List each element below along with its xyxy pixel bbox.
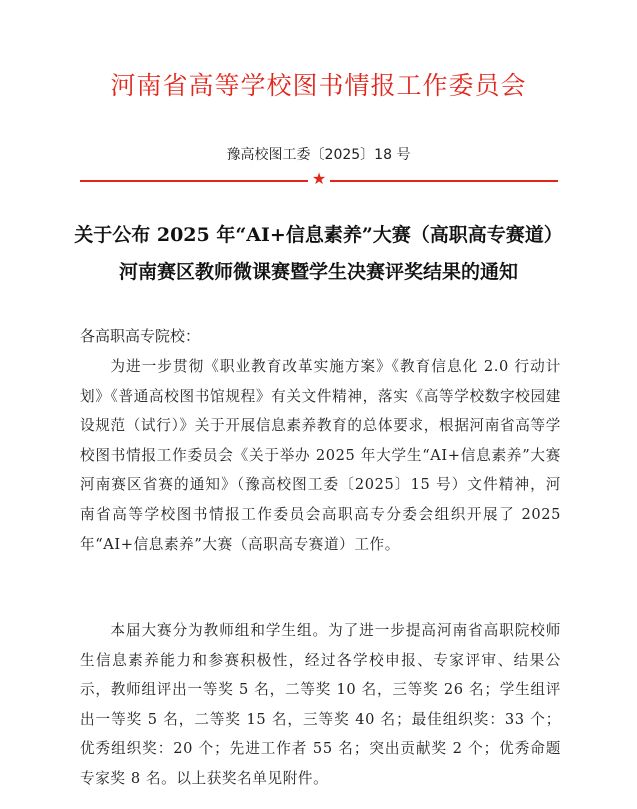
red-divider xyxy=(80,169,558,188)
body-paragraph-1 xyxy=(80,352,561,559)
divider-line-right xyxy=(330,180,558,182)
star-icon: ★ xyxy=(311,169,327,188)
notice-title-line-2: 河南赛区教师微课赛暨学生决赛评奖结果的通知 xyxy=(118,261,518,283)
notice-title-line-1: 关于公布 2025 年“AI+信息素养”大赛（高职高专赛道） xyxy=(74,224,563,246)
salutation: 各高职高专院校： xyxy=(80,327,201,345)
body-paragraph-2-text: 本届大赛分为教师组和学生组。为了进一步提高河南省高职院校师生信息素养能力和参赛积极性，经过各学校申报、专家评审、结果公示，教师组评出一等奖 5 名，二等奖 10 名，三等奖 26 名；学生组评出一等奖 5 名，二等奖 15 名，三等奖 40 名；最佳组织奖：33 个；优秀组织奖：20 个；先进工作者 55 名；突出贡献奖 2 个；优秀命题专家奖 8 名。以上获奖名单见附件。 xyxy=(80,622,561,787)
organization-header: 河南省高等学校图书情报工作委员会 xyxy=(110,71,527,100)
document-number: 豫高校图工委〔2025〕18 号 xyxy=(226,147,411,163)
divider-line-left xyxy=(80,180,308,182)
body-paragraph-1-text: 为进一步贯彻《职业教育改革实施方案》《教育信息化 2.0 行动计划》《普通高校图书馆规程》有关文件精神，落实《高等学校数字校园建设规范（试行）》关于开展信息素养教育的总体要求，根据河南省高等学校图书情报工作委员会《关于举办 2025 年大学生“AI+信息素养”大赛河南赛区省赛的通知》（豫高校图工委〔2025〕15 号）文件精神，河南省高等学校图书情报工作委员会高职高专分委会组织开展了 2025 年“AI+信息素养”大赛（高职高专赛道）工作。 xyxy=(80,358,561,553)
body-paragraph-2 xyxy=(80,616,561,794)
